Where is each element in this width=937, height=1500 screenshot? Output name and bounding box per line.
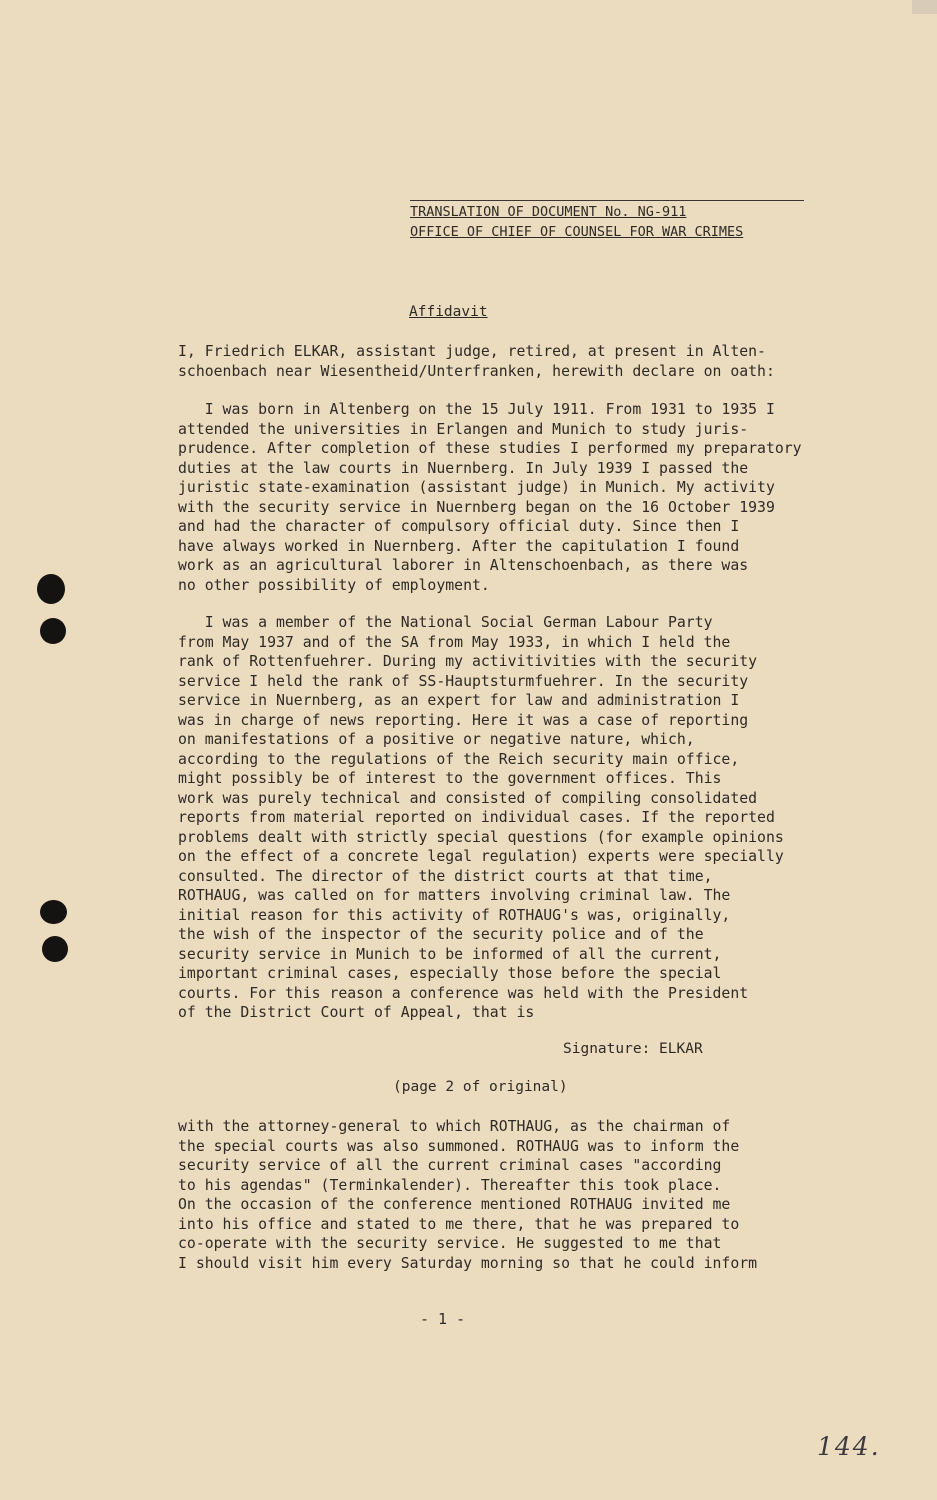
punch-hole xyxy=(42,936,68,962)
text-line: prudence. After completion of these studies I performed my preparatory xyxy=(178,440,802,457)
header-office-line: OFFICE OF CHIEF OF COUNSEL FOR WAR CRIMES xyxy=(410,224,744,240)
text-line: on the effect of a concrete legal regulation) experts were specially xyxy=(178,848,784,865)
intro-paragraph xyxy=(178,342,858,381)
text-line: courts. For this reason a conference was held with the President xyxy=(178,984,749,1002)
text-line: have always worked in Nuernberg. After the capitulation I found xyxy=(178,537,740,555)
text-line: consulted. The director of the district courts at that time, xyxy=(178,867,713,885)
handwritten-page-number: 144. xyxy=(817,1432,881,1461)
text-line: I was a member of the National Social German Labour Party xyxy=(178,614,713,631)
text-line: security service of all the current criminal cases "according xyxy=(178,1157,722,1174)
text-line: attended the universities in Erlangen and Munich to study juris- xyxy=(178,420,749,438)
header-translation-line: TRANSLATION OF DOCUMENT No. NG-911 xyxy=(410,204,687,220)
text-line: schoenbach near Wiesentheid/Unterfranken, herewith declare on oath: xyxy=(178,362,775,380)
text-line: on manifestations of a positive or negative nature, which, xyxy=(178,731,695,748)
text-line: I should visit him every Saturday morning so that he could inform xyxy=(178,1254,758,1272)
text-line: I was born in Altenberg on the 15 July 1911. From 1931 to 1935 I xyxy=(178,401,775,418)
text-line: I, Friedrich ELKAR, assistant judge, retired, at present in Alten- xyxy=(178,343,766,360)
text-line: work was purely technical and consisted of compiling consolidated xyxy=(178,789,758,807)
text-line: duties at the law courts in Nuernberg. In July 1939 I passed the xyxy=(178,459,749,477)
paragraph-membership xyxy=(178,613,858,1023)
text-line: the special courts was also summoned. ROTHAUG was to inform the xyxy=(178,1137,740,1155)
text-line: co-operate with the security service. He suggested to me that xyxy=(178,1235,722,1252)
text-line: initial reason for this activity of ROTHAUG's was, originally, xyxy=(178,906,731,924)
text-line: security service in Munich to be informed of all the current, xyxy=(178,945,722,963)
text-line: with the security service in Nuernberg began on the 16 October 1939 xyxy=(178,498,775,516)
text-line: juristic state-examination (assistant judge) in Munich. My activity xyxy=(178,479,775,496)
text-line: important criminal cases, especially those before the special xyxy=(178,965,722,982)
document-title: Affidavit xyxy=(409,304,488,320)
text-line: reports from material reported on individual cases. If the reported xyxy=(178,809,775,826)
paragraph-conference xyxy=(178,1117,858,1273)
paragraph-biography xyxy=(178,400,858,595)
text-line: to his agendas" (Terminkalender). Thereafter this took place. xyxy=(178,1176,722,1194)
text-line: with the attorney-general to which ROTHAUG, as the chairman of xyxy=(178,1118,731,1135)
corner-mark xyxy=(912,0,937,14)
text-line: ROTHAUG, was called on for matters involving criminal law. The xyxy=(178,887,731,904)
text-line: service I held the rank of SS-Hauptsturmfuehrer. In the security xyxy=(178,672,749,690)
signature-line: Signature: ELKAR xyxy=(563,1041,703,1057)
text-line: work as an agricultural laborer in Altenschoenbach, as there was xyxy=(178,557,749,574)
text-line: On the occasion of the conference mentioned ROTHAUG invited me xyxy=(178,1196,731,1213)
text-line: was in charge of news reporting. Here it was a case of reporting xyxy=(178,711,749,729)
document-header xyxy=(410,200,804,242)
header-rule xyxy=(410,200,804,201)
text-line: service in Nuernberg, as an expert for law and administration I xyxy=(178,692,740,709)
text-line: according to the regulations of the Reich security main office, xyxy=(178,750,740,768)
text-line: from May 1937 and of the SA from May 1933, in which I held the xyxy=(178,633,731,651)
text-line: problems dealt with strictly special questions (for example opinions xyxy=(178,828,784,846)
text-line: no other possibility of employment. xyxy=(178,576,490,594)
punch-hole xyxy=(37,574,65,604)
text-line: into his office and stated to me there, that he was prepared to xyxy=(178,1215,740,1233)
text-line: the wish of the inspector of the security police and of the xyxy=(178,926,704,943)
text-line: rank of Rottenfuehrer. During my activitivities with the security xyxy=(178,653,758,670)
text-line: of the District Court of Appeal, that is xyxy=(178,1004,535,1021)
page-note: (page 2 of original) xyxy=(393,1079,568,1095)
punch-hole xyxy=(40,618,66,644)
punch-hole xyxy=(40,900,67,924)
text-line: and had the character of compulsory official duty. Since then I xyxy=(178,518,740,535)
page-number: - 1 - xyxy=(420,1310,466,1328)
text-line: might possibly be of interest to the government offices. This xyxy=(178,770,722,787)
